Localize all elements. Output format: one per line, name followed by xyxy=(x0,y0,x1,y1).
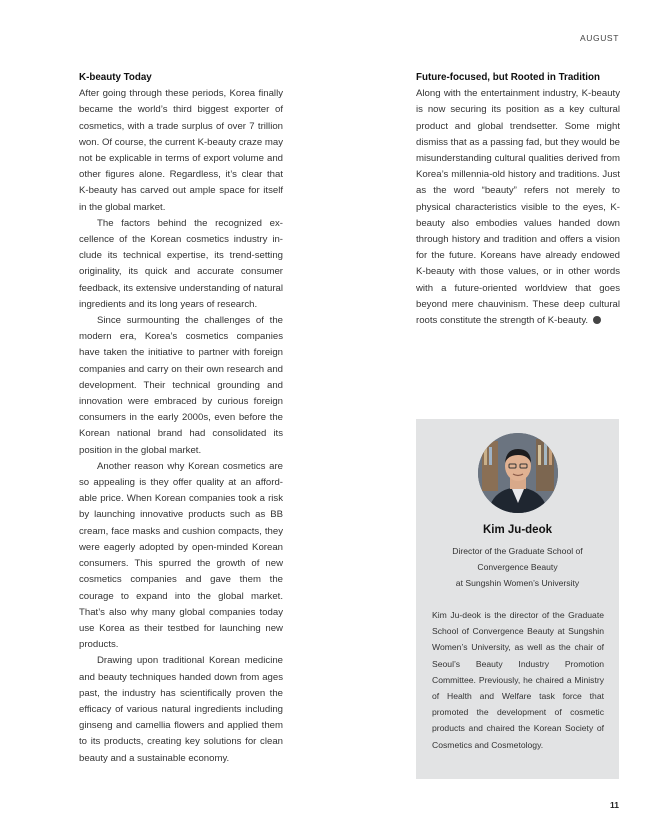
body-paragraph-text: Along with the entertainment industry, K-beauty is now securing its position as a key cultural product and global trendsetter. Some might dismiss that as a passing fad, but they would be misunderstanding cultural qualities derived from Korea’s millennia-old history and traditions. Just as the word “beauty” refers not merely to physical characteristics visible to the eyes, K-beauty also embodies values handed down through history and tradition and offers a vision for the future. Koreans have already endowed K-beauty with those values, or in other words with a future-oriented worldview that goes beyond mere chauvinism. These deep cultural roots constitute the strength of K-beauty. xyxy=(416,88,620,327)
article-end-icon xyxy=(593,316,601,324)
issue-month: AUGUST xyxy=(579,33,619,43)
body-paragraph: Another reason why Korean cosmetics are so appealing is they offer quality at an affordable price. When Korean companies took a risk by launching innovative products such as BB cream, face masks and cushion compacts, they were eagerly adopted by open-minded Korean consumers. This spurred the growth of new cosmetics companies and gave them the courage to expand into the global market. That’s also why many global companies today use Korea as their testbed for launching new products. xyxy=(79,460,283,651)
body-paragraph xyxy=(416,86,620,329)
section-heading-k-beauty-today: K-beauty Today xyxy=(79,72,152,83)
author-title-line: Director of the Graduate School of xyxy=(452,546,583,556)
author-title-line: at Sungshin Women’s University xyxy=(455,578,580,588)
section-heading-future-focused: Future-focused, but Rooted in Tradition xyxy=(416,72,600,83)
left-column xyxy=(79,70,283,767)
right-column xyxy=(416,70,620,329)
author-photo xyxy=(478,433,558,513)
body-paragraph: The factors behind the recognized excellence of the Korean cosmetics industry include its technical expertise, its trend-setting originality, its quick and accurate consumer feedback, its extensive understanding of natural ingredients and its long years of research. xyxy=(79,217,283,310)
author-name: Kim Ju-deok xyxy=(482,524,552,536)
body-paragraph: After going through these periods, Korea finally became the world’s third biggest exporter of cosmetics, with a trade surplus of over 7 trillion won. Of course, the current K-beauty craze may not be explicable in terms of export volume and other figures alone. Regardless, it’s clear that K-beauty has carved out ample space for itself in the global market. xyxy=(79,88,283,213)
author-title xyxy=(416,543,619,591)
body-paragraph: Since surmounting the challenges of the modern era, Korea’s cosmetics companies have taken the initiative to partner with foreign companies and carry on their own research and development. Their technical grounding and innovation were embraced by curious foreign consumers in the early 2000s, even before the Korean national brand had consolidated its position in the global market. xyxy=(79,315,283,456)
body-paragraph: Drawing upon traditional Korean medicine and beauty techniques handed down from ages past, the industry has scientifically proven the efficacy of various natural ingredients including ginseng and camellia flowers and applied them to its products, creating key solutions for clean beauty and a sustainable economy. xyxy=(79,655,283,764)
author-title-line: Convergence Beauty xyxy=(477,562,558,572)
author-bio-box xyxy=(416,419,619,779)
author-description: Kim Ju-deok is the director of the Graduate School of Convergence Beauty at Sungshin Women’s University, as well as the chair of Seoul’s Beauty Industry Promotion Committee. Previously, he chaired a Ministry of Health and Welfare task force that promoted the development of cosmetic products and chaired the Korean Society of Cosmetics and Cosmetology. xyxy=(432,610,604,750)
page-number: 11 xyxy=(610,800,619,810)
